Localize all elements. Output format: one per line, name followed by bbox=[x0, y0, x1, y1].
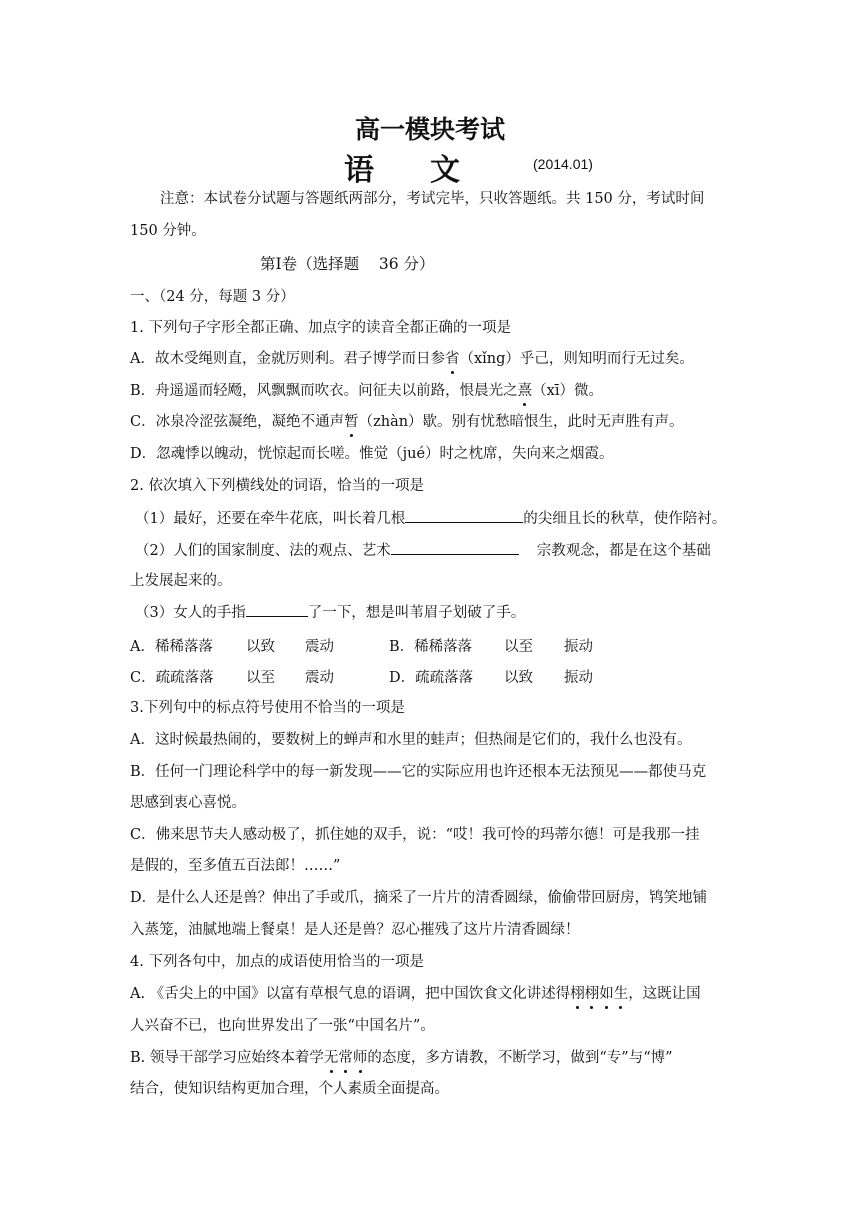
q4-a-text: A. 《舌尖上的中国》以富有草根气息的语调，把中国饮食文化讲述得 bbox=[130, 986, 571, 1002]
q1-option-a bbox=[130, 349, 735, 369]
q3-option-b: B．任何一门理论科学中的每一新发现——它的实际应用也许还根本无法预见——都使马克 bbox=[130, 764, 707, 780]
q4-option-b bbox=[130, 1048, 735, 1068]
q2-sentence-2-cont: 上发展起来的。 bbox=[130, 573, 232, 589]
q2-option-d-word2: 以致 bbox=[504, 670, 533, 686]
q2-option-b: B．稀稀落落 bbox=[389, 639, 473, 655]
option-label: A．稀稀落落 bbox=[130, 639, 213, 655]
emphasis-char: 如 bbox=[599, 986, 614, 1002]
q4-option-a bbox=[130, 984, 735, 1004]
q4-b-text: B. 领导干部学习应始终本着学 bbox=[130, 1050, 324, 1066]
exam-title: 高一模块考试 bbox=[354, 115, 505, 144]
q4-stem: 4. 下列各句中，加点的成语使用恰当的一项是 bbox=[130, 954, 424, 970]
q1-option-b bbox=[130, 381, 735, 401]
emphasis-char: 暂 bbox=[344, 414, 359, 430]
q1-stem: 1. 下列句子字形全都正确、加点字的读音全都正确的一项是 bbox=[130, 320, 511, 336]
fill-blank bbox=[405, 508, 523, 523]
q2-s3-text-end: 了一下，想是叫苇眉子划破了手。 bbox=[307, 605, 526, 621]
q4-option-a-cont: 人兴奋不已，也向世界发出了一张“中国名片”。 bbox=[130, 1018, 435, 1034]
emphasis-char: 熹 bbox=[517, 383, 533, 399]
q2-sentence-2 bbox=[135, 540, 740, 561]
emphasis-char: 栩 bbox=[570, 986, 585, 1002]
notice-line-1: 注意：本试卷分试题与答题纸两部分，考试完毕，只收答题纸。共 150 分，考试时间 bbox=[160, 191, 705, 207]
q3-option-d: D．是什么人还是兽？伸出了手或爪，摘采了一片片的清香圆绿，偷偷带回厨房，鸨笑地铺 bbox=[130, 890, 708, 906]
emphasis-char: 常 bbox=[338, 1050, 353, 1066]
q4-b-text-end: 的态度，多方请教，不断学习，做到“专”与“博” bbox=[367, 1050, 673, 1066]
q2-option-d-word3: 振动 bbox=[564, 670, 593, 686]
fill-blank bbox=[246, 602, 308, 617]
q3-option-b-cont: 思感到衷心喜悦。 bbox=[130, 795, 246, 811]
q1-option-d: D．忽魂悸以魄动，恍惊起而长嗟。惟觉（jué）时之枕席，失向来之烟霞。 bbox=[130, 446, 614, 462]
q1-a-text-end: （xǐng）乎己，则知明而行无过矣。 bbox=[459, 351, 694, 367]
q2-s1-text: （1）最好，还要在牵牛花底，叫长着几根 bbox=[135, 511, 406, 527]
exam-date: (2014.01) bbox=[533, 156, 593, 172]
q1-option-c bbox=[130, 412, 735, 432]
part-heading: 一、（24 分，每题 3 分） bbox=[130, 289, 295, 305]
q1-b-text-end: （xī）微。 bbox=[532, 383, 603, 399]
q2-sentence-3 bbox=[135, 602, 740, 623]
q2-option-d: D．疏疏落落 bbox=[389, 670, 474, 686]
q2-option-c-word2: 以至 bbox=[246, 670, 275, 686]
q2-option-c: C．疏疏落落 bbox=[130, 670, 214, 686]
q1-c-text: C．冰泉冷涩弦凝绝，凝绝不通声 bbox=[130, 414, 345, 430]
q2-option-b-word2: 以至 bbox=[504, 639, 533, 655]
q2-option-a-word3: 震动 bbox=[305, 639, 334, 655]
notice-line-2: 150 分钟。 bbox=[130, 223, 206, 239]
q1-a-text: A．故木受绳则直，金就厉则利。君子博学而日参 bbox=[130, 351, 445, 367]
q2-option-a-word2: 以致 bbox=[246, 639, 275, 655]
q2-s2-text: （2）人们的国家制度、法的观点、艺术 bbox=[135, 543, 391, 559]
q2-option-b-word3: 振动 bbox=[564, 639, 593, 655]
fill-blank bbox=[391, 540, 519, 555]
q1-c-text-end: （zhàn）歇。别有忧愁暗恨生，此时无声胜有声。 bbox=[358, 414, 684, 430]
q2-option-a bbox=[130, 635, 213, 656]
q3-option-c-cont: 是假的，至多值五百法郎！……” bbox=[130, 858, 341, 874]
q3-stem: 3.下列句中的标点符号使用不恰当的一项是 bbox=[130, 700, 405, 716]
emphasis-char: 师 bbox=[352, 1050, 368, 1066]
q3-option-a: A．这时候最热闹的，要数树上的蝉声和水里的蛙声；但热闹是它们的，我什么也没有。 bbox=[130, 732, 692, 748]
subject-title bbox=[344, 145, 460, 189]
q2-s1-text-end: 的尖细且长的秋草，使作陪衬。 bbox=[523, 511, 727, 527]
q2-s2-text-end: 宗教观念，都是在这个基础 bbox=[536, 543, 711, 559]
q1-b-text: B．舟遥遥而轻飏，风飘飘而吹衣。问征夫以前路，恨晨光之 bbox=[130, 383, 518, 399]
q4-a-text-end: ，这既让国 bbox=[628, 986, 701, 1002]
q2-stem: 2. 依次填入下列横线处的词语，恰当的一项是 bbox=[130, 478, 424, 494]
subject-char-2: 文 bbox=[430, 153, 460, 188]
emphasis-char: 无 bbox=[323, 1050, 339, 1066]
q4-option-b-cont: 结合，使知识结构更加合理，个人素质全面提高。 bbox=[130, 1081, 449, 1097]
subject-char-1: 语 bbox=[344, 153, 374, 188]
emphasis-char: 栩 bbox=[584, 986, 600, 1002]
section-heading: 第Ⅰ卷（选择题 36 分） bbox=[260, 255, 435, 273]
q2-sentence-1 bbox=[135, 508, 740, 529]
q3-option-c: C．佛来思节夫人感动极了，抓住她的双手，说：“哎！我可怜的玛蒂尔德！可是我那一挂 bbox=[130, 827, 700, 843]
q3-option-d-cont: 入蒸笼，油腻地端上餐桌！是人还是兽？忍心摧残了这片片清香圆绿！ bbox=[130, 922, 580, 938]
q2-option-c-word3: 震动 bbox=[305, 670, 334, 686]
emphasis-char: 省 bbox=[444, 351, 460, 367]
emphasis-char: 生 bbox=[613, 986, 629, 1002]
q2-s3-text: （3）女人的手指 bbox=[135, 605, 246, 621]
